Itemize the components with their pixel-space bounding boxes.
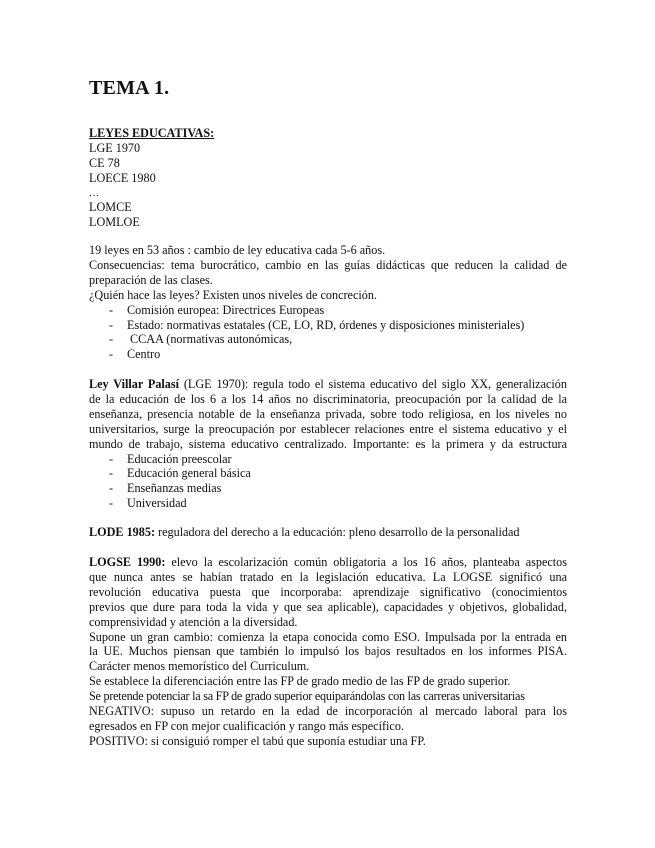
logse-line: NEGATIVO: supuso un retardo en la edad de incorporación al mercado laboral para los <box>89 704 567 719</box>
list-item: - Estado: normativas estatales (CE, LO, RD, órdenes y disposiciones ministeriales) <box>89 318 567 333</box>
logse-line: que nunca antes se habían tratado en la legislación educativa. La LOGSE significó una <box>89 569 567 584</box>
villar-line: universitarios, surge la preocupación por establecer relaciones entre el sistema educativo y el <box>89 421 567 436</box>
logse-title: LOGSE 1990: <box>89 555 166 569</box>
logse-line: Carácter menos memorístico del Curriculum. <box>89 659 310 674</box>
logse-line: Supone un gran cambio: comienza la etapa conocida como ESO. Impulsada por la entrada en <box>89 629 567 644</box>
intro-line: 19 leyes en 53 años : cambio de ley educativa cada 5-6 años. <box>89 243 386 257</box>
list-item: - Educación preescolar <box>89 452 567 467</box>
logse-line: comprensividad y atención a la diversidad. <box>89 614 298 629</box>
lode-section <box>89 525 567 540</box>
logse-line: egresados en FP con mejor cualificación y rango más específico. <box>89 718 404 733</box>
leyes-item: LGE 1970 <box>89 140 141 155</box>
intro-section <box>89 243 567 362</box>
lode-line <box>89 525 567 540</box>
villar-line: de la educación de los 6 a los 14 años no discriminatoria, preocupación por la calidad de la <box>89 391 567 406</box>
leyes-heading: LEYES EDUCATIVAS: <box>89 126 215 140</box>
logse-line: Se pretende potenciar la sa FP de grado superior equiparándolas con las carreras universitarias <box>89 689 525 704</box>
logse-text: elevo la escolarización común obligatoria a los 16 años, planteaba aspectos <box>165 555 567 569</box>
lode-title: LODE 1985: <box>89 525 156 539</box>
villar-list <box>89 452 567 512</box>
villar-line <box>89 377 567 392</box>
page-title: TEMA 1. <box>89 77 170 99</box>
villar-section <box>89 377 567 511</box>
logse-line: revolución educativa puesta que incorporaba: aprendizaje significativo (conocimientos <box>89 584 567 599</box>
list-item: - CCAA (normativas autonómicas, <box>89 332 567 347</box>
leyes-section <box>89 126 567 229</box>
concrecion-list <box>89 303 567 363</box>
villar-line: mundo de trabajo, sistema educativo centralizado. Importante: es la primera y da estructura <box>89 436 567 451</box>
list-item: - Educación general básica <box>89 466 567 481</box>
villar-line: enseñanza, presencia notable de la enseñanza privada, sobre todo religiosa, en los niveles no <box>89 406 567 421</box>
logse-line: POSITIVO: si consiguió romper el tabú que suponía estudiar una FP. <box>89 733 426 748</box>
intro-line: Consecuencias: tema burocrático, cambio en las guías didácticas que reducen la calidad de <box>89 257 567 272</box>
logse-line: la UE. Muchos piensan que también lo impulsó los bajos resultados en los informes PISA. <box>89 644 567 659</box>
leyes-item: CE 78 <box>89 155 120 170</box>
villar-text: (LGE 1970): regula todo el sistema educativo del siglo XX, generalización <box>179 377 567 391</box>
lode-text: reguladora del derecho a la educación: pleno desarrollo de la personalidad <box>155 525 520 539</box>
logse-line: Se establece la diferenciación entre las FP de grado medio de las FP de grado superior. <box>89 674 511 689</box>
intro-line: preparación de las clases. <box>89 272 213 287</box>
list-item: - Centro <box>89 347 567 362</box>
leyes-item: LOMLOE <box>89 214 140 229</box>
villar-title: Ley Villar Palasí <box>89 377 180 391</box>
list-item: - Universidad <box>89 496 567 511</box>
leyes-item: LOECE 1980 <box>89 170 156 185</box>
intro-line: ¿Quién hace las leyes? Existen unos niveles de concreción. <box>89 287 377 302</box>
leyes-item: LOMCE <box>89 199 132 214</box>
logse-line <box>89 555 567 570</box>
list-item: - Enseñanzas medias <box>89 481 567 496</box>
logse-line: previos que dure para toda la vida y que sea aplicable), capacidades y objetivos, globalidad, <box>89 599 567 614</box>
logse-section <box>89 555 567 749</box>
leyes-item-ellipsis: … <box>89 187 99 199</box>
list-item: - Comisión europea: Directrices Europeas <box>89 303 567 318</box>
